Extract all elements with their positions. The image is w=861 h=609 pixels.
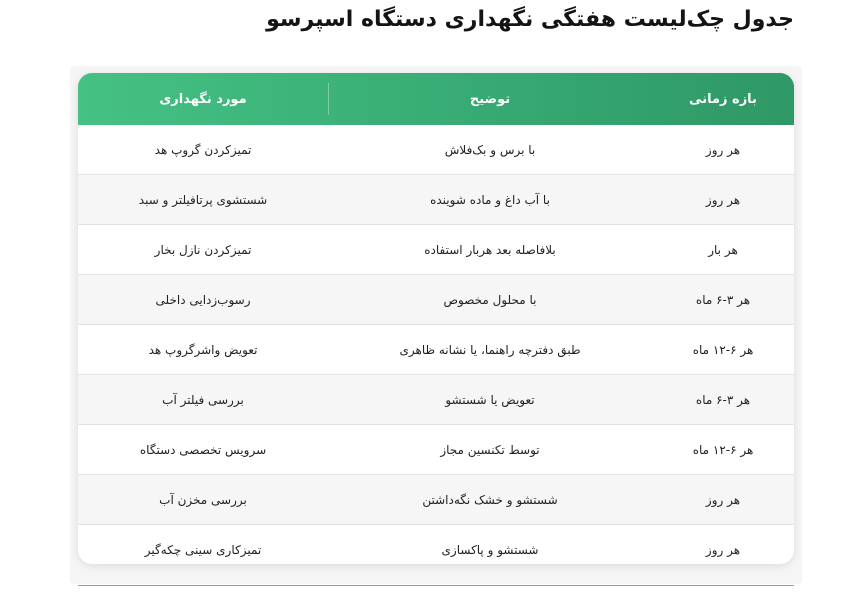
table-row: [78, 325, 794, 375]
cell-description: با آب داغ و ماده شوینده: [430, 192, 550, 207]
cell-time: هر روز: [705, 492, 741, 507]
page-title: جدول چک‌لیست هفتگی نگهداری دستگاه اسپرسو: [266, 7, 794, 32]
divider: [78, 585, 794, 586]
maintenance-table: [78, 73, 794, 564]
cell-time: هر بار: [708, 242, 738, 257]
cell-time: هر روز: [705, 542, 741, 557]
cell-time: هر روز: [705, 192, 741, 207]
header-time: بازه زمانی: [689, 91, 757, 107]
cell-time: هر ۳-۶ ماه: [695, 392, 751, 407]
cell-description: شستشو و خشک نگه‌داشتن: [422, 492, 558, 507]
cell-time: هر ۶-۱۲ ماه: [692, 342, 754, 357]
table-header: [78, 73, 794, 125]
cell-description: شستشو و پاکسازی: [441, 542, 539, 557]
header-item: مورد نگهداری: [159, 91, 247, 107]
cell-time: هر ۳-۶ ماه: [695, 292, 751, 307]
table-row: [78, 275, 794, 325]
cell-item: تمیزکردن گروپ هد: [154, 142, 252, 157]
cell-description: توسط تکنسین مجاز: [440, 442, 540, 457]
cell-description: طبق دفترچه راهنما، یا نشانه ظاهری: [399, 342, 581, 357]
cell-item: شستشوی پرتافیلتر و سبد: [138, 192, 268, 207]
table-row: [78, 175, 794, 225]
cell-description: تعویض یا شستشو: [445, 392, 535, 407]
cell-time: هر روز: [705, 142, 741, 157]
table-body: [78, 125, 794, 564]
table-row: [78, 375, 794, 425]
cell-item: تمیزکردن نازل بخار: [154, 242, 252, 257]
cell-description: با برس و بک‌فلاش: [444, 142, 536, 157]
table-row: [78, 525, 794, 564]
cell-item: رسوب‌زدایی داخلی: [155, 292, 251, 307]
table-row: [78, 425, 794, 475]
table-row: [78, 125, 794, 175]
cell-item: سرویس تخصصی دستگاه: [139, 442, 267, 457]
table-row: [78, 225, 794, 275]
table-row: [78, 475, 794, 525]
cell-item: بررسی فیلتر آب: [162, 392, 244, 407]
cell-time: هر ۶-۱۲ ماه: [692, 442, 754, 457]
header-description: توضیح: [328, 73, 652, 125]
cell-item: تمیزکاری سینی چکه‌گیر: [144, 542, 262, 557]
cell-description: بلافاصله بعد هربار استفاده: [424, 242, 556, 257]
cell-description: با محلول مخصوص: [443, 292, 537, 307]
cell-item: بررسی مخزن آب: [159, 492, 247, 507]
cell-item: تعویض واشرگروپ هد: [148, 342, 258, 357]
